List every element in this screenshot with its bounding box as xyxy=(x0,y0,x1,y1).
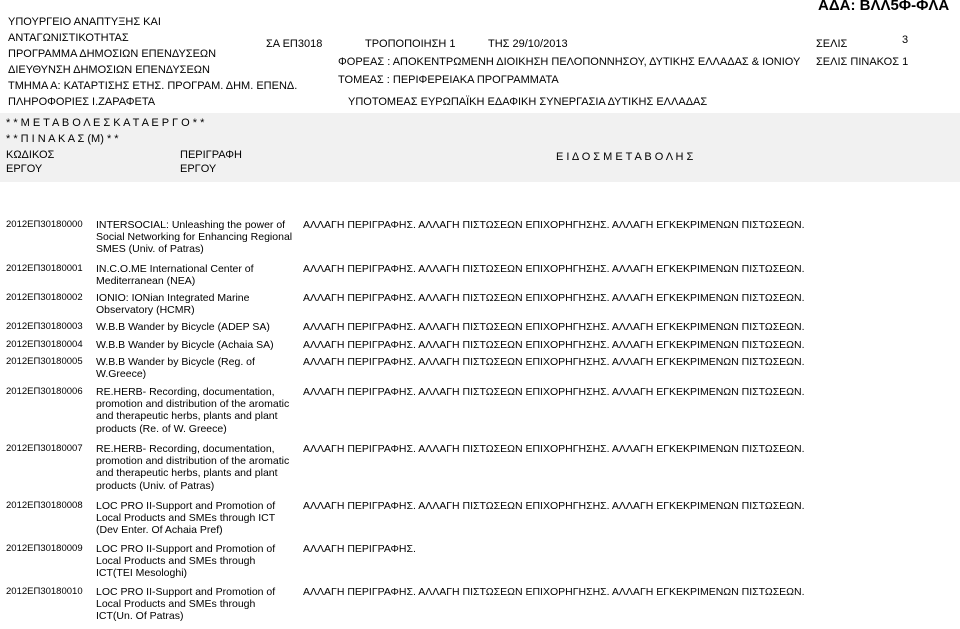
change-type: ΑΛΛΑΓΗ ΠΕΡΙΓΡΑΦΗΣ. xyxy=(303,543,416,555)
change-type: ΑΛΛΑΓΗ ΠΕΡΙΓΡΑΦΗΣ. ΑΛΛΑΓΗ ΠΙΣΤΩΣΕΩΝ ΕΠΙΧΟΡΗΓΗΣΗΣ. ΑΛΛΑΓΗ ΕΓΚΕΚΡΙΜΕΝΩΝ ΠΙΣΤΩΣΕΩΝ. xyxy=(303,443,805,455)
change-type: ΑΛΛΑΓΗ ΠΕΡΙΓΡΑΦΗΣ. ΑΛΛΑΓΗ ΠΙΣΤΩΣΕΩΝ ΕΠΙΧΟΡΗΓΗΣΗΣ. ΑΛΛΑΓΗ ΕΓΚΕΚΡΙΜΕΝΩΝ ΠΙΣΤΩΣΕΩΝ. xyxy=(303,339,805,351)
program-line: ΠΡΟΓΡΑΜΜΑ ΔΗΜΟΣΙΩΝ ΕΠΕΝΔΥΣΕΩΝ xyxy=(8,48,217,60)
project-code: 2012ΕΠ30180004 xyxy=(6,339,83,350)
table-title: * * Π Ι Ν Α Κ Α Σ (Μ) * * xyxy=(6,133,119,145)
project-code: 2012ΕΠ30180007 xyxy=(6,443,83,454)
project-code: 2012ΕΠ30180010 xyxy=(6,586,83,597)
modification-label: ΤΡΟΠΟΠΟΙΗΣΗ 1 xyxy=(365,38,456,50)
directorate-line: ΔΙΕΥΘΥΝΣΗ ΔΗΜΟΣΙΩΝ ΕΠΕΝΔΥΣΕΩΝ xyxy=(8,64,210,76)
change-type: ΑΛΛΑΓΗ ΠΕΡΙΓΡΑΦΗΣ. ΑΛΛΑΓΗ ΠΙΣΤΩΣΕΩΝ ΕΠΙΧΟΡΗΓΗΣΗΣ. ΑΛΛΑΓΗ ΕΓΚΕΚΡΙΜΕΝΩΝ ΠΙΣΤΩΣΕΩΝ. xyxy=(303,356,805,368)
project-code: 2012ΕΠ30180008 xyxy=(6,500,83,511)
project-code: 2012ΕΠ30180001 xyxy=(6,263,83,274)
project-code: 2012ΕΠ30180002 xyxy=(6,292,83,303)
project-description: IONIO: IONian Integrated Marine Observatory (HCMR) xyxy=(96,292,250,317)
column-header-code-2: ΕΡΓΟΥ xyxy=(6,163,43,175)
change-type: ΑΛΛΑΓΗ ΠΕΡΙΓΡΑΦΗΣ. ΑΛΛΑΓΗ ΠΙΣΤΩΣΕΩΝ ΕΠΙΧΟΡΗΓΗΣΗΣ. ΑΛΛΑΓΗ ΕΓΚΕΚΡΙΜΕΝΩΝ ΠΙΣΤΩΣΕΩΝ. xyxy=(303,586,805,598)
project-description: INTERSOCIAL: Unleashing the power of Social Networking for Enhancing Regional SMES (Univ. of Patras) xyxy=(96,219,293,256)
page-number: 3 xyxy=(902,34,909,46)
change-type: ΑΛΛΑΓΗ ΠΕΡΙΓΡΑΦΗΣ. ΑΛΛΑΓΗ ΠΙΣΤΩΣΕΩΝ ΕΠΙΧΟΡΗΓΗΣΗΣ. ΑΛΛΑΓΗ ΕΓΚΕΚΡΙΜΕΝΩΝ ΠΙΣΤΩΣΕΩΝ. xyxy=(303,219,805,231)
project-code: 2012ΕΠ30180009 xyxy=(6,543,83,554)
column-header-code: ΚΩΔΙΚΟΣ xyxy=(6,149,55,161)
ministry-line-1: ΥΠΟΥΡΓΕΙΟ ΑΝΑΠΤΥΞΗΣ ΚΑΙ xyxy=(8,16,161,28)
project-description: LOC PRO II-Support and Promotion of Local Products and SMEs through ICT(Un. Of Patras) xyxy=(96,586,276,623)
change-type: ΑΛΛΑΓΗ ΠΕΡΙΓΡΑΦΗΣ. ΑΛΛΑΓΗ ΠΙΣΤΩΣΕΩΝ ΕΠΙΧΟΡΗΓΗΣΗΣ. ΑΛΛΑΓΗ ΕΓΚΕΚΡΙΜΕΝΩΝ ΠΙΣΤΩΣΕΩΝ. xyxy=(303,292,805,304)
project-description: LOC PRO II-Support and Promotion of Local Products and SMEs through ICT (Dev Enter. Of Achaia Pref) xyxy=(96,500,276,537)
column-header-description-2: ΕΡΓΟΥ xyxy=(180,163,217,175)
tomeas-line: ΤΟΜΕΑΣ : ΠΕΡΙΦΕΡΕΙΑΚΑ ΠΡΟΓΡΑΜΜΑΤΑ xyxy=(338,74,559,86)
modification-date: ΤΗΣ 29/10/2013 xyxy=(488,38,568,50)
page-label: ΣΕΛΙΣ xyxy=(816,38,848,50)
project-code: 2012ΕΠ30180003 xyxy=(6,321,83,332)
ada-code: ΑΔΑ: ΒΛΛ5Φ-ΦΛΑ xyxy=(818,0,950,14)
project-code: 2012ΕΠ30180000 xyxy=(6,219,83,230)
project-description: RE.HERB- Recording, documentation, promotion and distribution of the aromatic and therapeutic herbs, plants and plant products (Univ. of Patras) xyxy=(96,443,290,492)
project-description: W.B.B Wander by Bicycle (ADEP SA) xyxy=(96,321,270,333)
project-description: W.B.B Wander by Bicycle (Achaia SA) xyxy=(96,339,274,351)
section-title: * * Μ Ε Τ Α Β Ο Λ Ε Σ Κ Α Τ Α Ε Ρ Γ Ο * * xyxy=(6,117,205,129)
change-type: ΑΛΛΑΓΗ ΠΕΡΙΓΡΑΦΗΣ. ΑΛΛΑΓΗ ΠΙΣΤΩΣΕΩΝ ΕΠΙΧΟΡΗΓΗΣΗΣ. ΑΛΛΑΓΗ ΕΓΚΕΚΡΙΜΕΝΩΝ ΠΙΣΤΩΣΕΩΝ. xyxy=(303,263,805,275)
project-code: 2012ΕΠ30180006 xyxy=(6,386,83,397)
sa-code: ΣΑ ΕΠ3018 xyxy=(266,38,323,50)
ypotomeas-line: ΥΠΟΤΟΜΕΑΣ ΕΥΡΩΠΑΪΚΗ ΕΔΑΦΙΚΗ ΣΥΝΕΡΓΑΣΙΑ ΔΥΤΙΚΗΣ ΕΛΛΑΔΑΣ xyxy=(348,96,708,108)
table-page-label: ΣΕΛΙΣ ΠΙΝΑΚΟΣ 1 xyxy=(816,56,909,68)
project-description: RE.HERB- Recording, documentation, promotion and distribution of the aromatic and therapeutic herbs, plants and plant products (Re. of W. Greece) xyxy=(96,386,290,435)
project-code: 2012ΕΠ30180005 xyxy=(6,356,83,367)
column-header-description: ΠΕΡΙΓΡΑΦΗ xyxy=(180,149,242,161)
department-line: ΤΜΗΜΑ Α: ΚΑΤΑΡΤΙΣΗΣ ΕΤΗΣ. ΠΡΟΓΡΑΜ. ΔΗΜ. ΕΠΕΝΔ. xyxy=(8,80,298,92)
column-header-change-type: Ε Ι Δ Ο Σ Μ Ε Τ Α Β Ο Λ Η Σ xyxy=(556,151,694,163)
change-type: ΑΛΛΑΓΗ ΠΕΡΙΓΡΑΦΗΣ. ΑΛΛΑΓΗ ΠΙΣΤΩΣΕΩΝ ΕΠΙΧΟΡΗΓΗΣΗΣ. ΑΛΛΑΓΗ ΕΓΚΕΚΡΙΜΕΝΩΝ ΠΙΣΤΩΣΕΩΝ. xyxy=(303,386,805,398)
info-line: ΠΛΗΡΟΦΟΡΙΕΣ Ι.ΖΑΡΑΦΕΤΑ xyxy=(8,96,156,108)
change-type: ΑΛΛΑΓΗ ΠΕΡΙΓΡΑΦΗΣ. ΑΛΛΑΓΗ ΠΙΣΤΩΣΕΩΝ ΕΠΙΧΟΡΗΓΗΣΗΣ. ΑΛΛΑΓΗ ΕΓΚΕΚΡΙΜΕΝΩΝ ΠΙΣΤΩΣΕΩΝ. xyxy=(303,500,805,512)
project-description: W.B.B Wander by Bicycle (Reg. of W.Greece) xyxy=(96,356,255,381)
project-description: IN.C.O.ME International Center of Mediterranean (NEA) xyxy=(96,263,254,288)
ministry-line-2: ΑΝΤΑΓΩΝΙΣΤΙΚΟΤΗΤΑΣ xyxy=(8,32,129,44)
foreas-line: ΦΟΡΕΑΣ : ΑΠΟΚΕΝΤΡΩΜΕΝΗ ΔΙΟΙΚΗΣΗ ΠΕΛΟΠΟΝΝΗΣΟΥ, ΔΥΤΙΚΗΣ ΕΛΛΑΔΑΣ & ΙΟΝΙΟΥ xyxy=(338,56,801,68)
project-description: LOC PRO II-Support and Promotion of Local Products and SMEs through ICT(TEI Mesologhi) xyxy=(96,543,276,580)
change-type: ΑΛΛΑΓΗ ΠΕΡΙΓΡΑΦΗΣ. ΑΛΛΑΓΗ ΠΙΣΤΩΣΕΩΝ ΕΠΙΧΟΡΗΓΗΣΗΣ. ΑΛΛΑΓΗ ΕΓΚΕΚΡΙΜΕΝΩΝ ΠΙΣΤΩΣΕΩΝ. xyxy=(303,321,805,333)
